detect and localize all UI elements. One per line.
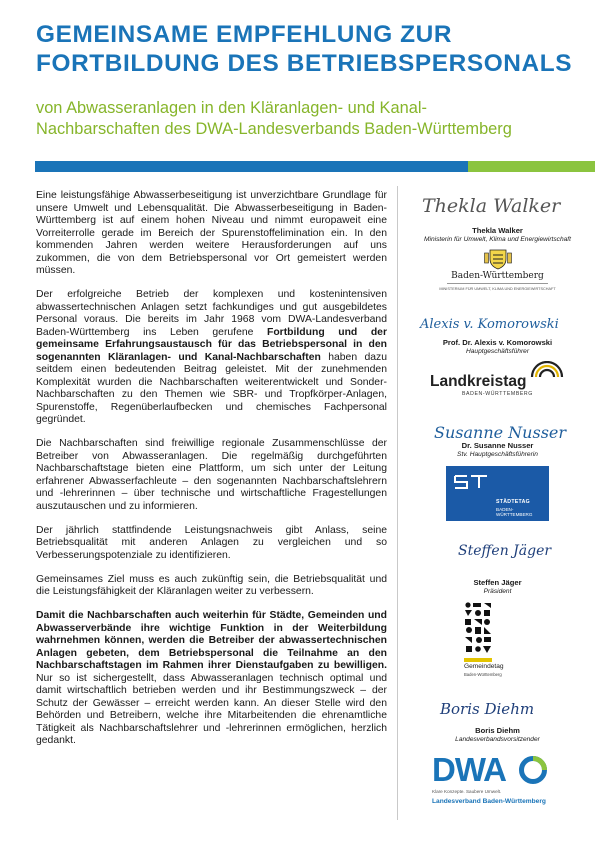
- paragraph-history-emphasis: Fortbildung und der gemeinsame Erfahrungsaustausch für das Betriebspersonal in den sogenannten Kläranlagen- und Kanal-Nachbarschaften: [36, 326, 387, 363]
- paragraph-ziel: Gemeinsames Ziel muss es auch zukünftig sein, die Betriebsqualität und die Leistungsfähigkeit der Kläranlagen weiter zu verbessern.: [36, 573, 387, 597]
- paragraph-nachbarschaften: Die Nachbarschaften sind freiwillige regionale Zusammenschlüsse der Betreiber von Abwasseranlagen. Die regelmäßig durchgeführten Nachbarschaftstage bieten eine Plattform, um sich unter der Leitung erfahrener Abwasserfachleute – den sogenannten Nachbarschaftslehrern und -lehrerinnen – über technische und wirtschaftliche Fragestellungen auszutauschen und zu informieren.: [36, 438, 387, 512]
- paragraph-appeal-emphasis: Damit die Nachbarschaften auch weiterhin für Städte, Gemeinden und Abwasserverbände ihre wichtige Funktion in der Weiterbildung wahrnehmen können, werden die Betreiber der abwassertechnischen Anlagen gebeten, dem Betriebspersonal die Teilnahme an den Nachbarschaftstagen im Rahmen ihrer Dienstaufgaben zu bewilligen.: [36, 610, 387, 671]
- signatory-sidebar: [400, 0, 595, 842]
- logo-subtext: BADEN-WÜRTTEMBERG: [462, 391, 533, 397]
- staedtetag-logo: [446, 466, 549, 521]
- logo-subtext: Landesverband Baden-Württemberg: [432, 798, 546, 805]
- paragraph-history: [36, 289, 387, 427]
- signatory-name: Dr. Susanne Nusser: [461, 441, 534, 450]
- paragraph-history-text: haben dazu seitdem einen bedeutenden Beitrag geleistet. Mit der zunehmenden Komplexität wurden die Nachbarschaften weiterentwickelt und Sonder-Nachbarschaften zu den Themen wie SBR- und Tropfkörper-Anlagen, Spurenstoffe, Regenüberlaufbecken und chemisches Fachpersonal gegründet.: [36, 351, 388, 425]
- paragraph-appeal-text: Nur so ist sichergestellt, dass Abwasseranlagen technisch optimal und damit wirtschaftlich betrieben werden und ihr Bestimmungszweck – der Schutz der Gewässer – erreicht werden kann. An dieser Stelle wird den Behörden und Betreibern, welche ihre Mitarbeitenden die ehrenamtliche Tätigkeit als Nachbarschaftslehrer und -lehrerinnen ermöglichen, herzlich gedankt.: [36, 672, 387, 746]
- signatory-name: Boris Diehm: [475, 726, 520, 735]
- dwa-tagline: Klare Konzepte. Saubere Umwelt.: [432, 789, 502, 794]
- page-title-line: GEMEINSAME EMPFEHLUNG ZUR: [36, 21, 453, 48]
- coat-of-arms-icon: [484, 248, 512, 270]
- signature-jaeger: Steffen Jäger: [458, 543, 552, 559]
- signatory-role: Präsident: [483, 588, 512, 595]
- signatory-name: Steffen Jäger: [473, 578, 522, 587]
- signatory-role: Stv. Hauptgeschäftsführerin: [457, 451, 538, 458]
- page-subtitle-line: Nachbarschaften des DWA-Landesverbands Baden-Württemberg: [36, 120, 512, 138]
- logo-text: DWA: [432, 751, 506, 788]
- signatory-role: Landesverbandsvorsitzender: [455, 736, 540, 743]
- page-title-line: FORTBILDUNG DES BETRIEBSPERSONALS: [36, 50, 573, 77]
- logo-subtext: MINISTERIUM FÜR UMWELT, KLIMA UND ENERGIEWIRTSCHAFT: [439, 287, 556, 291]
- signatory-role: Hauptgeschäftsführer: [465, 348, 530, 355]
- logo-subtext: Baden-Württemberg: [464, 672, 502, 677]
- column-divider: [397, 186, 398, 820]
- signatory-role: Ministerin für Umwelt, Klima und Energiewirtschaft: [424, 236, 571, 243]
- dwa-ring-icon: [518, 755, 548, 785]
- paragraph-history-text: Der erfolgreiche Betrieb der komplexen und kostenintensiven abwassertechnischen Anlagen setzt fachkundiges und gut ausgebildetes Personal voraus. Die bereits im Jahr 1968 vom DWA-Landesverband Baden-Württemberg ins Leben gerufene: [36, 289, 387, 338]
- logo-text: Landkreistag: [430, 373, 527, 390]
- signatory-name: Prof. Dr. Alexis v. Komorowski: [442, 338, 553, 347]
- gemeindetag-bar: [464, 658, 492, 662]
- paragraph-leistungsnachweis: Der jährlich stattfindende Leistungsnachweis gibt Anlass, seine Betriebsqualität mit anderen Anlagen zu vergleichen und so Verbesserungspotenziale zu identifizieren.: [36, 524, 387, 561]
- gemeindetag-pattern-icon: [464, 602, 492, 656]
- logo-subtext: BADEN-WÜRTTEMBERG: [496, 507, 533, 517]
- paragraph-appeal: [36, 610, 387, 748]
- ministry-line: [447, 283, 548, 284]
- page-subtitle-line: von Abwasseranlagen in den Kläranlagen- und Kanal-: [36, 99, 427, 117]
- signature-walker: Thekla Walker: [422, 195, 561, 217]
- signature-nusser: Susanne Nusser: [434, 423, 567, 442]
- signature-komorowski: Alexis v. Komorowski: [420, 317, 559, 332]
- staedtetag-emblem-icon: [453, 474, 489, 490]
- logo-text: Gemeindetag: [464, 663, 504, 670]
- signatory-name: Thekla Walker: [472, 226, 523, 235]
- body-text: [36, 190, 387, 759]
- signature-diehm: Boris Diehm: [440, 700, 535, 718]
- logo-text: STÄDTETAG: [496, 499, 531, 505]
- landkreistag-arc-icon: [530, 361, 564, 377]
- logo-text: Baden-Württemberg: [451, 271, 544, 281]
- paragraph-intro: Eine leistungsfähige Abwasserbeseitigung ist unverzichtbare Grundlage für unsere Umwelt und Lebensqualität. Die Abwasserbeseitigung in Baden-Württemberg ist auf einem hohen Niveau und nimmt europaweit eine Vorreiterrolle gerade im Bereich der Spurenstoffelimination ein. In den kommenden Jahren werden weitere Herausforderungen auf uns zukommen, die von dem Betriebspersonal vor Ort gemeistert werden müssen.: [36, 190, 387, 276]
